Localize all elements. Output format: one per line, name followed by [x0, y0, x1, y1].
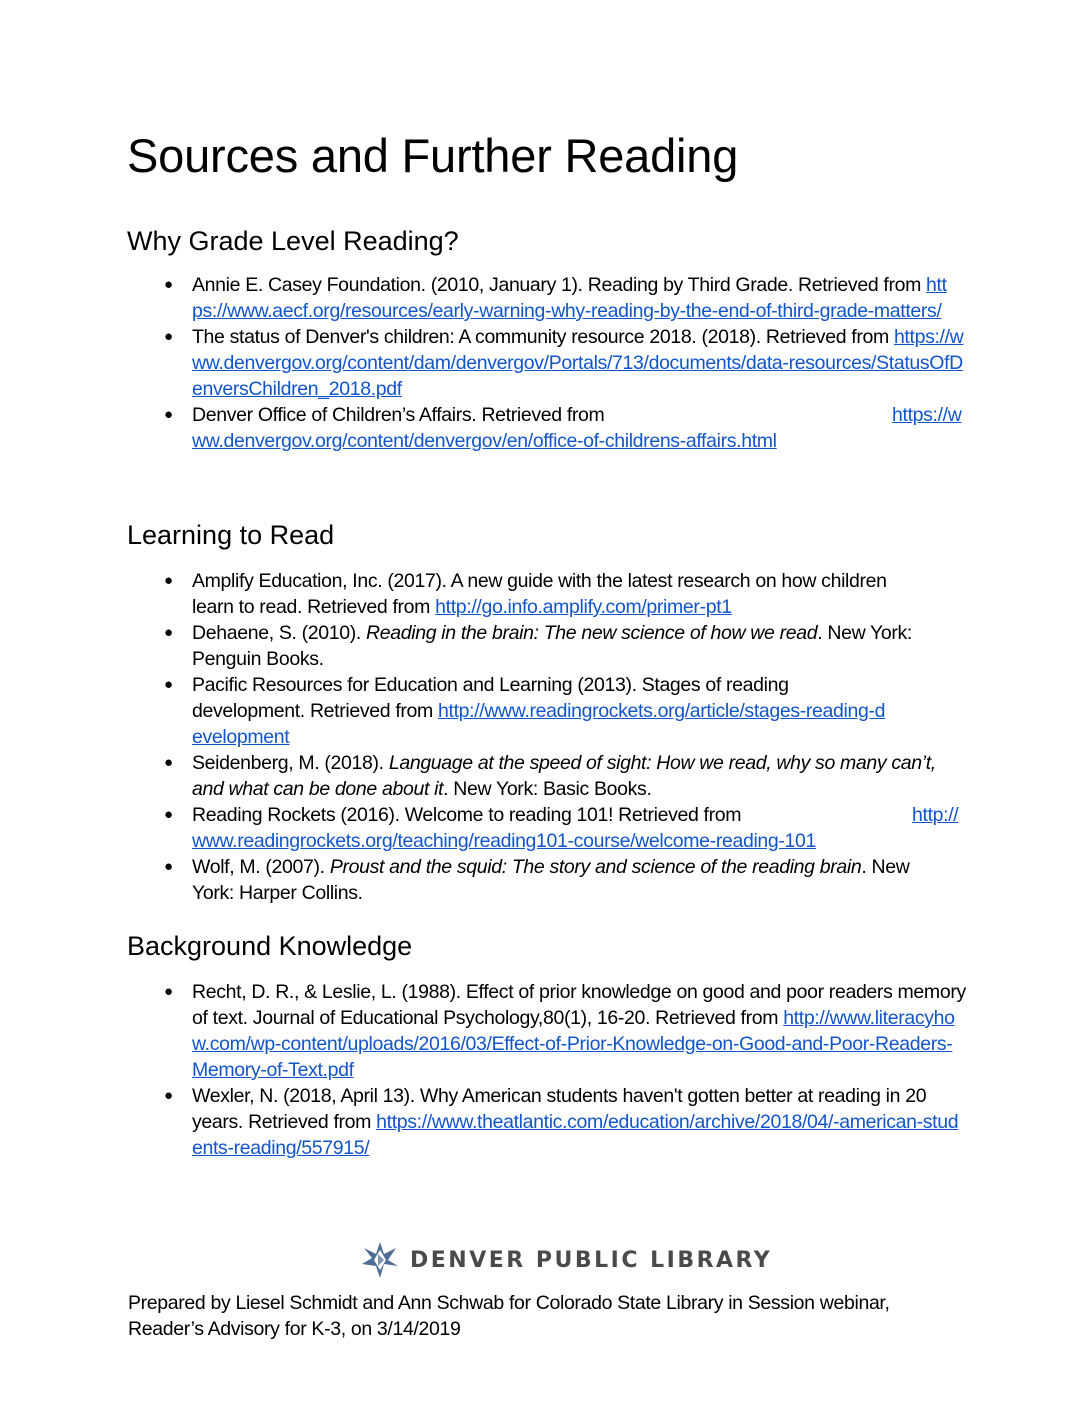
list-item: ● Reading Rockets (2016). Welcome to reading 101! Retrieved from http://www.readingrockets.org/teaching/reading101-course/welcome-reading-101 — [164, 804, 959, 852]
footer-line: Reader’s Advisory for K-3, on 3/14/2019 — [128, 1318, 461, 1340]
list-item: ● Dehaene, S. (2010). Reading in the brain: The new science of how we read. New York: Penguin Books. — [164, 622, 913, 670]
footer-credits — [128, 1290, 1028, 1342]
list-item: ● Recht, D. R., & Leslie, L. (1988). Effect of prior knowledge on good and poor readers memory of text. Journal of Educational Psychology,80(1), 16-20. Retrieved from http://www.literacyhow.com/wp-content/uploads/2016/03/Effect-of-Prior-Knowledge-on-Good-and-Poor-Readers-Memory-of-Text.pdf — [164, 981, 966, 1081]
bullet-icon: ● — [164, 676, 173, 693]
reference-link[interactable]: https://www.theatlantic.com/education/archive/2018/04/-american-students-reading/557915/ — [192, 1111, 959, 1159]
book-title: Reading in the brain: The new science of how we read — [366, 622, 818, 644]
reference-link[interactable]: http://www.readingrockets.org/teaching/reading101-course/welcome-reading-101 — [192, 804, 959, 852]
star-quilt-icon — [360, 1240, 400, 1280]
section-why-grade-level-reading — [127, 224, 967, 454]
page-title: Sources and Further Reading — [127, 129, 739, 182]
reference-link[interactable]: https://www.denvergov.org/content/dam/denvergov/Portals/713/documents/data-resources/StatusOfDenversChildren_2018.pdf — [192, 326, 964, 400]
section-heading: Background Knowledge — [127, 931, 413, 961]
bullet-icon: ● — [164, 276, 173, 293]
bullet-icon: ● — [164, 858, 173, 875]
list-item: ● Wolf, M. (2007). Proust and the squid: The story and science of the reading brain. New York: Harper Collins. — [164, 856, 910, 904]
book-title: Language at the speed of sight: How we read, why so many can’t, and what can be done about it — [192, 752, 936, 800]
bullet-icon: ● — [164, 624, 173, 641]
bullet-icon: ● — [164, 406, 173, 423]
reference-link[interactable]: http://www.literacyhow.com/wp-content/uploads/2016/03/Effect-of-Prior-Knowledge-on-Good-and-Poor-Readers-Memory-of-Text.pdf — [192, 1007, 955, 1081]
reference-link[interactable]: http://www.readingrockets.org/article/stages-reading-development — [192, 700, 886, 748]
bullet-icon: ● — [164, 572, 173, 589]
reference-link[interactable]: https://www.denvergov.org/content/denvergov/en/office-of-childrens-affairs.html — [192, 404, 962, 452]
footer-line: Prepared by Liesel Schmidt and Ann Schwab for Colorado State Library in Session webinar, — [128, 1292, 890, 1314]
bullet-icon: ● — [164, 328, 173, 345]
list-item: ● Amplify Education, Inc. (2017). A new guide with the latest research on how children learn to read. Retrieved from http://go.info.amplify.com/primer-pt1 — [164, 570, 887, 618]
bullet-icon: ● — [164, 806, 173, 823]
book-title: Proust and the squid: The story and science of the reading brain — [329, 856, 862, 878]
reference-link[interactable]: http://go.info.amplify.com/primer-pt1 — [435, 596, 732, 618]
bullet-icon: ● — [164, 983, 173, 1000]
list-item: ● The status of Denver's children: A community resource 2018. (2018). Retrieved from https://www.denvergov.org/content/dam/denvergov/Portals/713/documents/data-resources/StatusOfDenversChildren_2018.pdf — [164, 326, 964, 400]
section-background-knowledge — [127, 929, 967, 1161]
logo-text: DENVER PUBLIC LIBRARY — [410, 1247, 773, 1273]
list-item: ● Seidenberg, M. (2018). Language at the speed of sight: How we read, why so many can’t, and what can be done about it. New York: Basic Books. — [164, 752, 936, 800]
list-item: ● Annie E. Casey Foundation. (2010, January 1). Reading by Third Grade. Retrieved from https://www.aecf.org/resources/early-warning-why-reading-by-the-end-of-third-grade-matters/ — [164, 274, 947, 322]
section-heading: Why Grade Level Reading? — [127, 226, 459, 256]
reference-link[interactable]: https://www.aecf.org/resources/early-warning-why-reading-by-the-end-of-third-grade-matters/ — [192, 274, 947, 322]
section-heading: Learning to Read — [127, 520, 335, 550]
denver-public-library-logo — [360, 1240, 772, 1280]
section-learning-to-read — [127, 518, 967, 906]
bullet-icon: ● — [164, 754, 173, 771]
list-item: ● Pacific Resources for Education and Learning (2013). Stages of reading development. Retrieved from http://www.readingrockets.org/article/stages-reading-development — [164, 674, 886, 748]
bullet-icon: ● — [164, 1087, 173, 1104]
list-item: ● Wexler, N. (2018, April 13). Why American students haven't gotten better at reading in 20 years. Retrieved from https://www.theatlantic.com/education/archive/2018/04/-american-students-reading/557915/ — [164, 1085, 959, 1159]
list-item: ● Denver Office of Children’s Affairs. Retrieved from https://www.denvergov.org/content/denvergov/en/office-of-childrens-affairs.html — [164, 404, 962, 452]
